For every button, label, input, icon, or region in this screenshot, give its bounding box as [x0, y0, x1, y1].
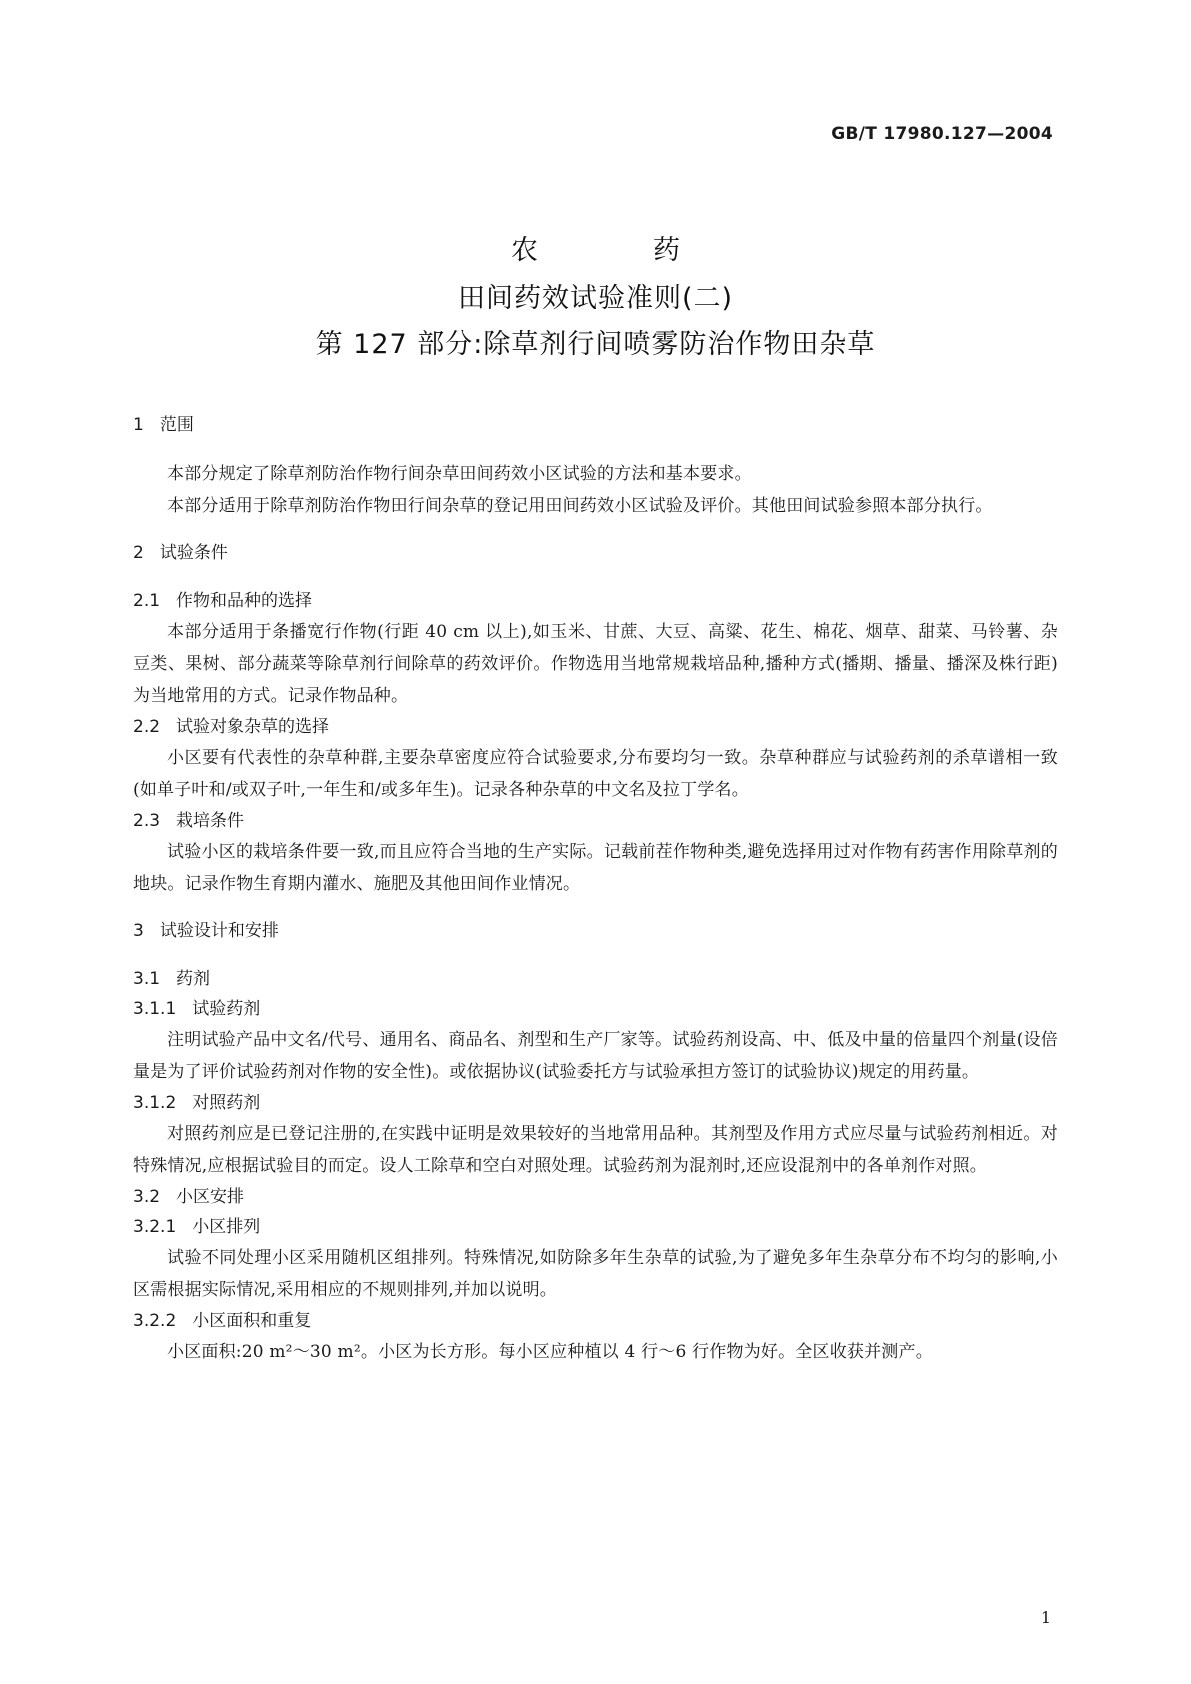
subsection-title: 作物和品种的选择	[176, 591, 313, 611]
section-title: 试验设计和安排	[159, 921, 279, 941]
subsection-title: 对照药剂	[192, 1093, 261, 1113]
section-number: 3	[133, 921, 144, 941]
paragraph: 注明试验产品中文名/代号、通用名、商品名、剂型和生产厂家等。试验药剂设高、中、低及中量的倍量四个剂量(设倍量是为了评价试验药剂对作物的安全性)。或依据协议(试验委托方与试验承担方签订的试验协议)规定的用药量。	[133, 1030, 1058, 1082]
subsection-number: 3.2.1	[133, 1217, 177, 1237]
title-line-2: 田间药效试验准则(二)	[457, 283, 734, 314]
paragraph: 本部分适用于除草剂防治作物田行间杂草的登记用田间药效小区试验及评价。其他田间试验参照本部分执行。	[167, 496, 993, 516]
paragraph: 本部分规定了除草剂防治作物行间杂草田间药效小区试验的方法和基本要求。	[167, 464, 752, 484]
paragraph: 小区面积:20 m²～30 m²。小区为长方形。每小区应种植以 4 行～6 行作物为好。全区收获并测产。	[167, 1342, 933, 1362]
subsection-number: 3.1.2	[133, 1093, 177, 1113]
subsection-heading	[133, 1306, 1058, 1336]
subsection-number: 2.3	[133, 811, 161, 831]
subsection-title: 小区面积和重复	[192, 1311, 312, 1331]
section-number: 1	[133, 415, 144, 435]
section-heading	[133, 540, 1058, 566]
subsection-number: 3.2.2	[133, 1311, 177, 1331]
subsection-title: 小区排列	[192, 1217, 261, 1237]
section-title: 试验条件	[159, 543, 228, 563]
paragraph: 试验不同处理小区采用随机区组排列。特殊情况,如防除多年生杂草的试验,为了避免多年生杂草分布不均匀的影响,小区需根据实际情况,采用相应的不规则排列,并加以说明。	[133, 1248, 1058, 1300]
subsection-title: 试验对象杂草的选择	[176, 717, 330, 737]
paragraph: 对照药剂应是已登记注册的,在实践中证明是效果较好的当地常用品种。其剂型及作用方式应尽量与试验药剂相近。对特殊情况,应根据试验目的而定。设人工除草和空白对照处理。试验药剂为混剂时,还应设混剂中的各单剂作对照。	[133, 1124, 1058, 1176]
subsection-heading	[133, 586, 1058, 616]
subsection-number: 2.1	[133, 591, 161, 611]
subsection-number: 3.1	[133, 969, 161, 989]
subsection-title: 药剂	[176, 969, 211, 989]
page-number: 1	[1040, 1608, 1051, 1627]
subsection-heading	[133, 806, 1058, 836]
subsection-heading	[133, 964, 1058, 994]
paragraph: 本部分适用于条播宽行作物(行距 40 cm 以上),如玉米、甘蔗、大豆、高粱、花生、棉花、烟草、甜菜、马铃薯、杂豆类、果树、部分蔬菜等除草剂行间除草的药效评价。作物选用当地常规栽培品种,播种方式(播期、播量、播深及株行距)为当地常用的方式。记录作物品种。	[133, 622, 1058, 706]
title-line-1: 农 药	[511, 235, 724, 266]
section-number: 2	[133, 543, 144, 563]
subsection-number: 3.2	[133, 1187, 161, 1207]
section-heading	[133, 918, 1058, 944]
subsection-title: 小区安排	[176, 1187, 245, 1207]
subsection-heading	[133, 994, 1058, 1024]
paragraph: 试验小区的栽培条件要一致,而且应符合当地的生产实际。记载前茬作物种类,避免选择用过对作物有药害作用除草剂的地块。记录作物生育期内灌水、施肥及其他田间作业情况。	[133, 842, 1058, 894]
subsection-heading	[133, 1182, 1058, 1212]
paragraph: 小区要有代表性的杂草种群,主要杂草密度应符合试验要求,分布要均匀一致。杂草种群应与试验药剂的杀草谱相一致(如单子叶和/或双子叶,一年生和/或多年生)。记录各种杂草的中文名及拉丁学名。	[133, 748, 1058, 800]
subsection-number: 2.2	[133, 717, 161, 737]
subsection-heading	[133, 712, 1058, 742]
subsection-heading	[133, 1212, 1058, 1242]
subsection-number: 3.1.1	[133, 999, 177, 1019]
subsection-title: 栽培条件	[176, 811, 245, 831]
section-title: 范围	[159, 415, 194, 435]
document-body	[133, 412, 1058, 1368]
standard-code: GB/T 17980.127—2004	[831, 124, 1053, 144]
subsection-heading	[133, 1088, 1058, 1118]
subsection-title: 试验药剂	[192, 999, 261, 1019]
section-heading	[133, 412, 1058, 438]
title-line-3: 第 127 部分:除草剂行间喷雾防治作物田杂草	[315, 329, 876, 360]
